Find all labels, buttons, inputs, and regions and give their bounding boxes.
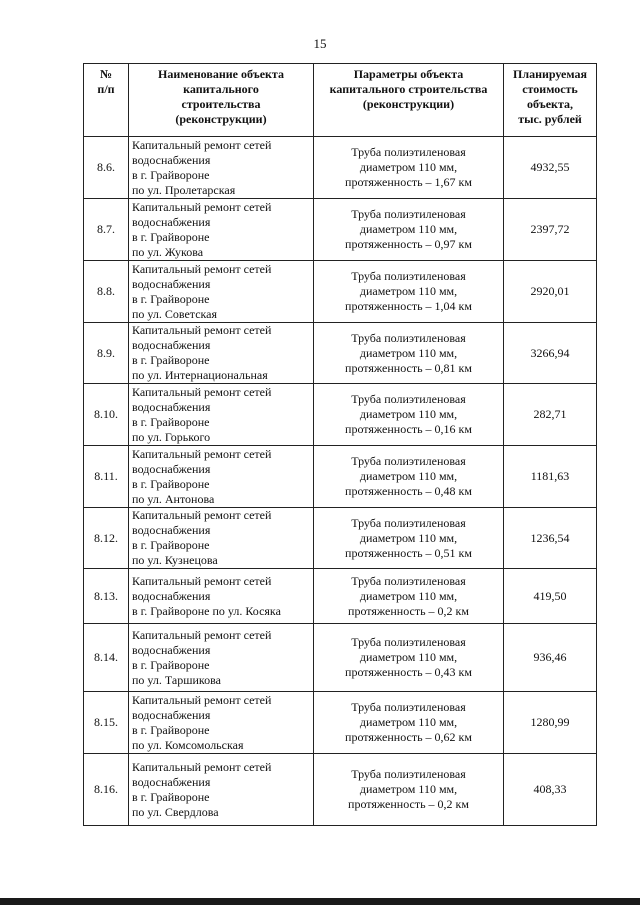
- row-number: 8.9.: [84, 323, 129, 384]
- page-number: 15: [313, 36, 327, 51]
- object-params-line: диаметром 110 мм,: [359, 588, 458, 603]
- object-name-line: водоснабжения: [132, 276, 211, 291]
- object-params-line: диаметром 110 мм,: [359, 284, 458, 298]
- object-name-line: Капитальный ремонт сетей: [132, 446, 272, 461]
- table-row: [84, 754, 597, 826]
- object-name-line: Капитальный ремонт сетей: [132, 508, 272, 522]
- object-params-cell: [314, 624, 504, 692]
- object-name-line: в г. Грайвороне: [132, 722, 210, 737]
- object-name-line: Капитальный ремонт сетей: [132, 627, 272, 642]
- header-cost-line: стоимость: [522, 82, 578, 96]
- object-params-line: Труба полиэтиленовая: [351, 207, 466, 221]
- header-cost: [504, 64, 597, 137]
- object-params-line: Труба полиэтиленовая: [351, 573, 466, 588]
- object-name-cell: [129, 508, 314, 569]
- object-params-cell: [314, 754, 504, 826]
- object-name-line: водоснабжения: [132, 338, 211, 352]
- object-name-line: водоснабжения: [132, 588, 211, 603]
- row-number: 8.11.: [84, 446, 129, 508]
- object-name-cell: [129, 199, 314, 261]
- object-params-cell: [314, 323, 504, 384]
- object-params-line: Труба полиэтиленовая: [351, 330, 466, 345]
- row-number: 8.15.: [84, 692, 129, 754]
- header-num-line: п/п: [97, 82, 115, 96]
- object-params-line: Труба полиэтиленовая: [351, 515, 466, 530]
- object-name-line: по ул. Свердлова: [132, 804, 219, 819]
- table-row: [84, 323, 597, 384]
- object-params-line: протяженность – 0,97 км: [345, 237, 472, 251]
- object-name-cell: [129, 569, 314, 624]
- planned-cost: 3266,94: [504, 323, 597, 384]
- object-name-line: водоснабжения: [132, 399, 211, 414]
- table-row: [84, 508, 597, 569]
- table-row: [84, 446, 597, 508]
- object-params-cell: [314, 446, 504, 508]
- object-params-line: Труба полиэтиленовая: [351, 767, 466, 781]
- object-name-cell: [129, 624, 314, 692]
- object-name-line: в г. Грайвороне по ул. Косяка: [132, 603, 281, 618]
- row-number: 8.8.: [84, 261, 129, 323]
- object-name-cell: [129, 323, 314, 384]
- object-name-line: водоснабжения: [132, 461, 211, 476]
- header-num: [84, 64, 129, 137]
- object-params-line: Труба полиэтиленовая: [351, 145, 466, 159]
- object-name-line: по ул. Советская: [132, 306, 218, 321]
- header-params: [314, 64, 504, 137]
- object-name-line: водоснабжения: [132, 152, 211, 167]
- object-name-line: в г. Грайвороне: [132, 789, 210, 804]
- object-params-line: протяженность – 0,16 км: [345, 422, 472, 436]
- row-number: 8.16.: [84, 754, 129, 826]
- object-name-line: по ул. Антонова: [132, 491, 215, 506]
- object-name-line: в г. Грайвороне: [132, 291, 210, 306]
- header-cost-line: тыс. рублей: [518, 112, 582, 126]
- planned-cost: 408,33: [504, 754, 597, 826]
- header-params-line: капитального строительства: [329, 82, 488, 96]
- header-params-line: Параметры объекта: [353, 67, 464, 81]
- row-number: 8.6.: [84, 137, 129, 199]
- object-name-line: Капитальный ремонт сетей: [132, 573, 272, 588]
- row-number: 8.7.: [84, 199, 129, 261]
- planned-cost: 1236,54: [504, 508, 597, 569]
- header-name-line: Наименование объекта: [158, 67, 284, 81]
- planned-cost: 2920,01: [504, 261, 597, 323]
- object-name-line: по ул. Интернациональная: [132, 368, 268, 382]
- object-name-line: Капитальный ремонт сетей: [132, 261, 272, 276]
- table-row: [84, 384, 597, 446]
- planned-cost: 419,50: [504, 569, 597, 624]
- row-number: 8.10.: [84, 384, 129, 446]
- object-params-cell: [314, 508, 504, 569]
- object-params-line: протяженность – 0,81 км: [345, 360, 472, 375]
- object-name-line: Капитальный ремонт сетей: [132, 692, 272, 707]
- object-name-line: водоснабжения: [132, 707, 211, 722]
- row-number: 8.14.: [84, 624, 129, 692]
- header-params-line: (реконструкции): [362, 97, 455, 111]
- object-name-line: по ул. Комсомольская: [132, 737, 244, 752]
- object-name-line: в г. Грайвороне: [132, 538, 210, 552]
- object-name-line: водоснабжения: [132, 214, 211, 229]
- construction-objects-table: [83, 63, 597, 826]
- object-name-line: Капитальный ремонт сетей: [132, 323, 272, 337]
- planned-cost: 1181,63: [504, 446, 597, 508]
- object-params-line: протяженность – 1,04 км: [345, 299, 472, 313]
- object-name-cell: [129, 754, 314, 826]
- object-params-line: протяженность – 0,43 км: [345, 665, 472, 679]
- object-params-line: диаметром 110 мм,: [359, 160, 458, 174]
- object-name-line: водоснабжения: [132, 523, 211, 537]
- object-params-line: протяженность – 0,48 км: [345, 484, 472, 498]
- object-name-line: по ул. Жукова: [132, 244, 204, 259]
- object-name-cell: [129, 384, 314, 446]
- object-name-line: Капитальный ремонт сетей: [132, 199, 272, 214]
- object-name-line: по ул. Кузнецова: [132, 553, 218, 567]
- object-name-line: водоснабжения: [132, 774, 211, 789]
- object-params-line: диаметром 110 мм,: [359, 222, 458, 236]
- object-name-line: в г. Грайвороне: [132, 414, 210, 429]
- object-params-cell: [314, 261, 504, 323]
- object-name-line: водоснабжения: [132, 642, 211, 657]
- object-name-cell: [129, 446, 314, 508]
- object-params-line: диаметром 110 мм,: [359, 345, 458, 360]
- object-name-line: Капитальный ремонт сетей: [132, 384, 272, 399]
- object-name-cell: [129, 137, 314, 199]
- object-name-line: в г. Грайвороне: [132, 167, 210, 182]
- header-name-line: строительства: [181, 97, 261, 111]
- object-params-cell: [314, 137, 504, 199]
- row-number: 8.12.: [84, 508, 129, 569]
- object-name-line: Капитальный ремонт сетей: [132, 759, 272, 774]
- object-params-cell: [314, 199, 504, 261]
- header-name-line: (реконструкции): [175, 112, 267, 126]
- object-name-line: в г. Грайвороне: [132, 229, 210, 244]
- object-params-line: Труба полиэтиленовая: [351, 454, 466, 468]
- header-cost-line: Планируемая: [513, 67, 587, 81]
- object-name-line: в г. Грайвороне: [132, 353, 210, 367]
- table-row: [84, 261, 597, 323]
- object-params-line: диаметром 110 мм,: [359, 407, 458, 421]
- object-params-line: диаметром 110 мм,: [359, 782, 458, 796]
- object-params-line: протяженность – 0,2 км: [348, 797, 469, 811]
- object-name-cell: [129, 261, 314, 323]
- object-params-line: диаметром 110 мм,: [359, 530, 458, 545]
- object-name-line: по ул. Пролетарская: [132, 182, 236, 197]
- table-row: [84, 624, 597, 692]
- row-number: 8.13.: [84, 569, 129, 624]
- table-row: [84, 199, 597, 261]
- object-params-cell: [314, 569, 504, 624]
- object-params-cell: [314, 384, 504, 446]
- object-params-line: протяженность – 0,51 км: [345, 545, 472, 560]
- object-params-line: Труба полиэтиленовая: [351, 635, 466, 649]
- object-params-line: протяженность – 1,67 км: [345, 175, 472, 189]
- planned-cost: 2397,72: [504, 199, 597, 261]
- object-name-line: в г. Грайвороне: [132, 657, 210, 672]
- table-row: [84, 137, 597, 199]
- object-name-line: в г. Грайвороне: [132, 476, 210, 491]
- object-params-line: диаметром 110 мм,: [359, 469, 458, 483]
- object-params-line: диаметром 110 мм,: [359, 650, 458, 664]
- object-params-cell: [314, 692, 504, 754]
- scan-bottom-edge: [0, 898, 640, 905]
- object-name-line: по ул. Горького: [132, 429, 211, 444]
- header-name-line: капитального: [183, 82, 259, 96]
- object-params-line: протяженность – 0,62 км: [345, 730, 472, 744]
- planned-cost: 4932,55: [504, 137, 597, 199]
- planned-cost: 936,46: [504, 624, 597, 692]
- object-params-line: протяженность – 0,2 км: [348, 603, 469, 618]
- header-num-line: №: [99, 67, 113, 81]
- object-name-cell: [129, 692, 314, 754]
- object-params-line: Труба полиэтиленовая: [351, 269, 466, 283]
- object-name-line: Капитальный ремонт сетей: [132, 137, 272, 152]
- header-name: [129, 64, 314, 137]
- object-params-line: Труба полиэтиленовая: [351, 392, 466, 406]
- planned-cost: 282,71: [504, 384, 597, 446]
- object-params-line: Труба полиэтиленовая: [351, 700, 466, 714]
- table-body: [84, 137, 597, 826]
- planned-cost: 1280,99: [504, 692, 597, 754]
- object-params-line: диаметром 110 мм,: [359, 715, 458, 729]
- table-row: [84, 692, 597, 754]
- table-row: [84, 569, 597, 624]
- table-header-row: [84, 64, 597, 137]
- header-cost-line: объекта,: [527, 97, 573, 111]
- object-name-line: по ул. Таршикова: [132, 672, 221, 687]
